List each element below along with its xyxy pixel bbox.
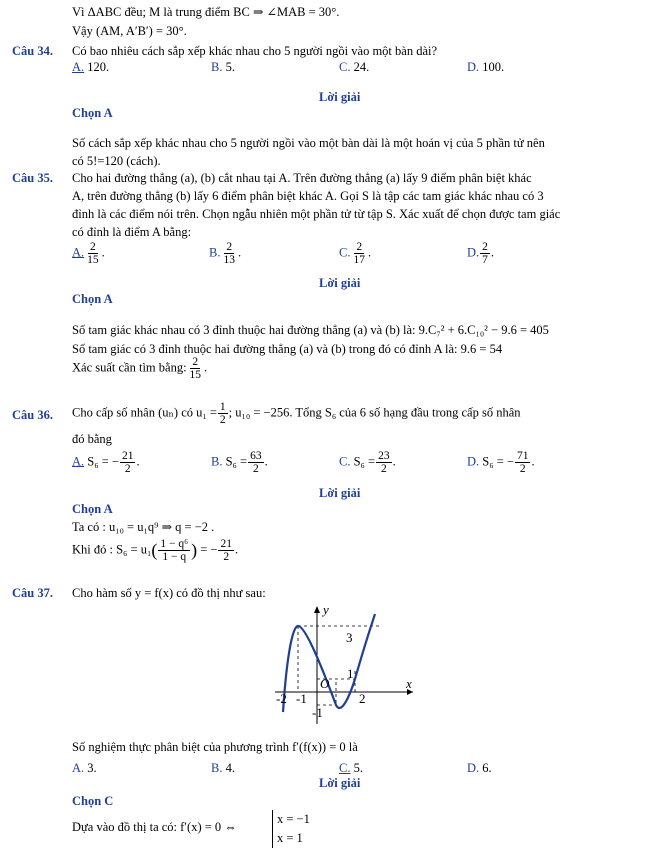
q35-choice: Chọn A	[72, 292, 113, 306]
intro-line-2: Vậy (AM, A′B′) = 30°.	[72, 24, 187, 38]
q34-solution-title: Lời giải	[319, 90, 361, 104]
question-35-label: Câu 35.	[12, 171, 53, 185]
graph-origin-label: O	[320, 676, 330, 691]
q35-option-b: B. $\frac{2}{13}$ .	[209, 241, 242, 266]
q34-option-c: C. 24.	[339, 60, 370, 74]
graph-label-neg1-x: -1	[296, 691, 307, 706]
q35-explain-1: Số tam giác khác nhau có 3 đỉnh thuộc hai đường thẳng (a) và (b) là: 9.C₇² + 6.C₁₀² − 9.6 = 405	[72, 323, 549, 337]
q34-option-b: B. 5.	[211, 60, 235, 74]
q37-explain: Dựa vào đồ thị ta có: f′(x) = 0 ⇔	[72, 820, 237, 834]
q36-option-d: D. S₆ = − $\frac{71}{2}$ .	[467, 450, 535, 475]
function-graph	[265, 602, 415, 727]
q35-option-d: D. $\frac{2}{7}$ .	[467, 241, 495, 266]
q36-option-b: B. S₆ = $\frac{63}{2}$ .	[211, 450, 268, 475]
q36-choice: Chọn A	[72, 502, 113, 516]
q37-case-1: x = −1	[277, 812, 310, 826]
question-34-label: Câu 34.	[12, 44, 53, 58]
q37-option-b: B. 4.	[211, 761, 235, 775]
q35-line-1: Cho hai đường thẳng (a), (b) cắt nhau tại A. Trên đường thẳng (a) lấy 9 điểm phân biệt khác	[72, 171, 532, 185]
q34-option-a: A. 120.	[72, 60, 110, 74]
q37-option-a: A. 3.	[72, 761, 97, 775]
question-37-label: Câu 37.	[12, 586, 53, 600]
q34-explain-2: có 5!=120 (cách).	[72, 154, 161, 168]
q35-line-4: có đỉnh là điểm A bằng:	[72, 225, 192, 239]
graph-label-3: 3	[346, 630, 353, 645]
q36-step-2: Khi đó : S₆ = u₁( $\frac{\text{1 − q⁶}}{1 - q}$ ) = − $\frac{21}{2}$ .	[72, 538, 239, 563]
q35-line-2: A, trên đường thẳng (b) lấy 6 điểm phân biệt khác A. Gọi S là tập các tam giác khác nhau có 3	[72, 189, 544, 203]
q35-solution-title: Lời giải	[319, 276, 361, 290]
q36-step-1: Ta có : u₁₀ = u₁q⁹ ⇒ q = −2 .	[72, 520, 215, 534]
q34-explain-1: Số cách sắp xếp khác nhau cho 5 người ngồi vào một bàn dài là một hoán vị của 5 phần tử nên	[72, 136, 545, 150]
q34-option-d: D. 100.	[467, 60, 505, 74]
q37-question: Cho hàm số y = f(x) có đồ thị như sau:	[72, 586, 266, 600]
graph-label-neg1-y: -1	[312, 705, 323, 720]
q37-case-2: x = 1	[277, 831, 303, 845]
q35-explain-2: Số tam giác có 3 đỉnh thuộc hai đường thẳng (a) và (b) trong đó có đỉnh A là: 9.6 = 54	[72, 342, 503, 356]
graph-y-label: y	[323, 602, 329, 617]
question-34-text: Có bao nhiêu cách sắp xếp khác nhau cho 5 người ngồi vào một bàn dài?	[72, 44, 438, 58]
q34-choice: Chọn A	[72, 106, 113, 120]
graph-x-label: x	[406, 676, 412, 691]
q37-option-c: C. 5.	[339, 761, 363, 775]
q35-option-a: A. $\frac{2}{15}$ .	[72, 241, 105, 266]
q36-line-1: Cho cấp số nhân (uₙ) có u₁ = $\frac{1}{2}$ ; u₁₀ = −256. Tổng S₆ của 6 số hạng đầu trong cấp số nhân	[72, 401, 521, 426]
q36-option-c: C. S₆ = $\frac{23}{2}$ .	[339, 450, 396, 475]
q37-solution-title: Lời giải	[319, 776, 361, 790]
graph-label-1: 1	[347, 666, 354, 681]
q37-cases	[272, 810, 310, 848]
question-36-label: Câu 36.	[12, 408, 53, 422]
q37-choice: Chọn C	[72, 794, 114, 808]
graph-label-neg2: -2	[276, 691, 287, 706]
q37-option-d: D. 6.	[467, 761, 492, 775]
y-axis-arrow	[314, 606, 320, 613]
q35-option-c: C. $\frac{2}{17}$ .	[339, 241, 372, 266]
q37-line-2: Số nghiệm thực phân biệt của phương trình f′(f(x)) = 0 là	[72, 740, 358, 754]
q35-explain-3: Xác suất cần tìm bằng: $\frac{2}{15}$ .	[72, 356, 208, 381]
q35-line-3: đỉnh là các điểm nói trên. Chọn ngẫu nhiên một phần tử từ tập S. Xác xuất để chọn được tam giác	[72, 207, 561, 221]
graph-label-2: 2	[359, 691, 366, 706]
q36-line-2: đó bằng	[72, 432, 112, 446]
q36-solution-title: Lời giải	[319, 486, 361, 500]
q36-option-a: A. S₆ = − $\frac{21}{2}$ .	[72, 450, 140, 475]
intro-line-1: Vì ΔABC đều; M là trung điểm BC ⇒ ∠MAB = 30°.	[72, 5, 340, 19]
